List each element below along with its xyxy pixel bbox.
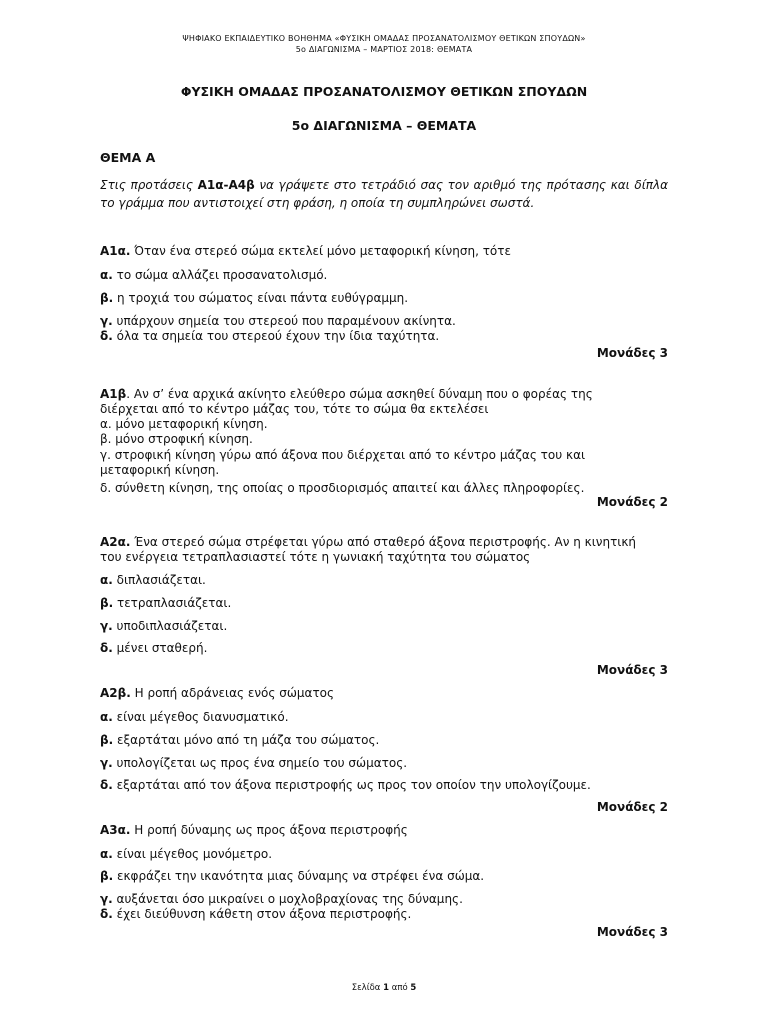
- question-a1b-stem-line2: διέρχεται από το κέντρο μάζας του, τότε το σώμα θα εκτελέσει: [100, 402, 489, 416]
- question-a2b-marks: Μονάδες 2: [596, 800, 668, 814]
- instructions-paragraph: [100, 176, 668, 212]
- instructions-text-start: Στις προτάσεις: [100, 178, 198, 192]
- option-letter: α.: [100, 573, 113, 587]
- section-heading: ΘΕΜΑ Α: [100, 150, 156, 165]
- option-text: υπάρχουν σημεία του στερεού που παραμένουν ακίνητα.: [112, 314, 456, 328]
- option-letter: δ.: [100, 907, 113, 921]
- question-text: . Αν σ’ ένα αρχικά ακίνητο ελεύθερο σώμα ασκηθεί δύναμη που ο φορέας της: [126, 387, 593, 401]
- footer-separator: από: [389, 983, 411, 993]
- instructions-text-end: να γράψετε στο τετράδιό σας τον αριθμό της πρότασης και δίπλα το γράμμα που αντιστοιχεί στη φράση, η οποία τη συμπληρώνει σωστά.: [100, 178, 668, 210]
- option-text: είναι μέγεθος διανυσματικό.: [112, 710, 289, 724]
- question-a3a-option-c: [100, 892, 668, 907]
- question-a1a-stem: [100, 244, 668, 259]
- option-letter: β.: [100, 291, 114, 305]
- question-a1b-option-d: δ. σύνθετη κίνηση, της οποίας ο προσδιορισμός απαιτεί και άλλες πληροφορίες.: [100, 481, 585, 495]
- question-a2a-marks: Μονάδες 3: [596, 663, 668, 677]
- question-a1b-stem-line1: [100, 387, 668, 402]
- option-text: έχει διεύθυνση κάθετη στον άξονα περιστροφής.: [112, 907, 412, 921]
- option-text: εξαρτάται μόνο από τη μάζα του σώματος.: [113, 733, 380, 747]
- question-a2b-option-c: [100, 756, 668, 771]
- question-a2b-option-d: [100, 778, 668, 793]
- question-text: Η ροπή δύναμης ως προς άξονα περιστροφής: [130, 823, 408, 837]
- question-text: Η ροπή αδράνειας ενός σώματος: [130, 686, 335, 700]
- question-text: Ένα στερεό σώμα στρέφεται γύρω από σταθερό άξονα περιστροφής. Αν η κινητική: [130, 535, 637, 549]
- option-letter: α.: [100, 847, 113, 861]
- running-header-line1: ΨΗΦΙΑΚΟ ΕΚΠΑΙΔΕΥΤΙΚΟ ΒΟΗΘΗΜΑ «ΦΥΣΙΚΗ ΟΜΑΔΑΣ ΠΡΟΣΑΝΑΤΟΛΙΣΜΟΥ ΘΕΤΙΚΩΝ ΣΠΟΥΔΩΝ»: [182, 34, 586, 43]
- question-a1b-option-c-line1: γ. στροφική κίνηση γύρω από άξονα που διέρχεται από το κέντρο μάζας του και: [100, 448, 586, 462]
- option-text: αυξάνεται όσο μικραίνει ο μοχλοβραχίονας της δύναμης.: [112, 892, 463, 906]
- question-a2a-stem-line2: του ενέργεια τετραπλασιαστεί τότε η γωνιακή ταχύτητα του σώματος: [100, 550, 531, 564]
- question-a3a-stem: [100, 823, 668, 838]
- option-letter: β.: [100, 733, 114, 747]
- option-text: υπολογίζεται ως προς ένα σημείο του σώματος.: [112, 756, 408, 770]
- question-a2a-option-b: [100, 596, 668, 611]
- question-a3a-marks: Μονάδες 3: [596, 925, 668, 939]
- question-label: Α1α.: [100, 244, 131, 258]
- document-subtitle: 5ο ΔΙΑΓΩΝΙΣΜΑ – ΘΕΜΑΤΑ: [291, 118, 477, 133]
- question-label: Α2α.: [100, 535, 131, 549]
- question-a2a-stem-line1: [100, 535, 668, 550]
- option-letter: γ.: [100, 892, 113, 906]
- question-a1a-option-d: [100, 329, 668, 344]
- question-a2a-option-a: [100, 573, 668, 588]
- question-a2b-stem: [100, 686, 668, 701]
- running-header-line2: 5ο ΔΙΑΓΩΝΙΣΜΑ – ΜΑΡΤΙΟΣ 2018: ΘΕΜΑΤΑ: [295, 45, 473, 54]
- question-a1b-option-c-line2: μεταφορική κίνηση.: [100, 463, 220, 477]
- option-letter: α.: [100, 710, 113, 724]
- question-a2b-option-b: [100, 733, 668, 748]
- question-a2b-option-a: [100, 710, 668, 725]
- question-a3a-option-b: [100, 869, 668, 884]
- question-a1a-marks: Μονάδες 3: [596, 346, 668, 360]
- option-letter: β.: [100, 869, 114, 883]
- option-text: εξαρτάται από τον άξονα περιστροφής ως προς τον οποίον την υπολογίζουμε.: [112, 778, 591, 792]
- question-a2a-option-c: [100, 619, 668, 634]
- question-label: Α1β: [100, 387, 127, 401]
- option-letter: δ.: [100, 778, 113, 792]
- option-text: μένει σταθερή.: [112, 641, 208, 655]
- question-label: Α2β.: [100, 686, 131, 700]
- option-text: υποδιπλασιάζεται.: [112, 619, 228, 633]
- option-letter: δ.: [100, 329, 113, 343]
- question-a1a-option-b: [100, 291, 668, 306]
- option-letter: α.: [100, 268, 113, 282]
- option-text: είναι μέγεθος μονόμετρο.: [112, 847, 273, 861]
- question-text: Όταν ένα στερεό σώμα εκτελεί μόνο μεταφορική κίνηση, τότε: [130, 244, 511, 258]
- question-a1b-marks: Μονάδες 2: [596, 495, 668, 509]
- question-a3a-option-a: [100, 847, 668, 862]
- question-a3a-option-d: [100, 907, 668, 922]
- question-a1a-option-a: [100, 268, 668, 283]
- option-letter: γ.: [100, 314, 113, 328]
- option-letter: β.: [100, 596, 114, 610]
- question-a1b-option-b: β. μόνο στροφική κίνηση.: [100, 432, 253, 446]
- question-a2a-option-d: [100, 641, 668, 656]
- question-a1b-option-a: α. μόνο μεταφορική κίνηση.: [100, 417, 268, 431]
- total-pages: 5: [410, 983, 417, 993]
- page-footer: [0, 983, 768, 993]
- option-letter: δ.: [100, 641, 113, 655]
- option-text: όλα τα σημεία του στερεού έχουν την ίδια ταχύτητα.: [112, 329, 440, 343]
- footer-prefix: Σελίδα: [351, 983, 384, 993]
- option-text: εκφράζει την ικανότητα μιας δύναμης να στρέφει ένα σώμα.: [113, 869, 485, 883]
- option-text: τετραπλασιάζεται.: [113, 596, 232, 610]
- option-text: διπλασιάζεται.: [112, 573, 206, 587]
- current-page-number: 1: [383, 983, 390, 993]
- question-a1a-option-c: [100, 314, 668, 329]
- instructions-range: Α1α-Α4β: [197, 178, 255, 192]
- question-label: Α3α.: [100, 823, 131, 837]
- option-text: η τροχιά του σώματος είναι πάντα ευθύγραμμη.: [113, 291, 409, 305]
- option-text: το σώμα αλλάζει προσανατολισμό.: [112, 268, 328, 282]
- option-letter: γ.: [100, 619, 113, 633]
- document-title: ΦΥΣΙΚΗ ΟΜΑΔΑΣ ΠΡΟΣΑΝΑΤΟΛΙΣΜΟΥ ΘΕΤΙΚΩΝ ΣΠΟΥΔΩΝ: [180, 84, 588, 99]
- option-letter: γ.: [100, 756, 113, 770]
